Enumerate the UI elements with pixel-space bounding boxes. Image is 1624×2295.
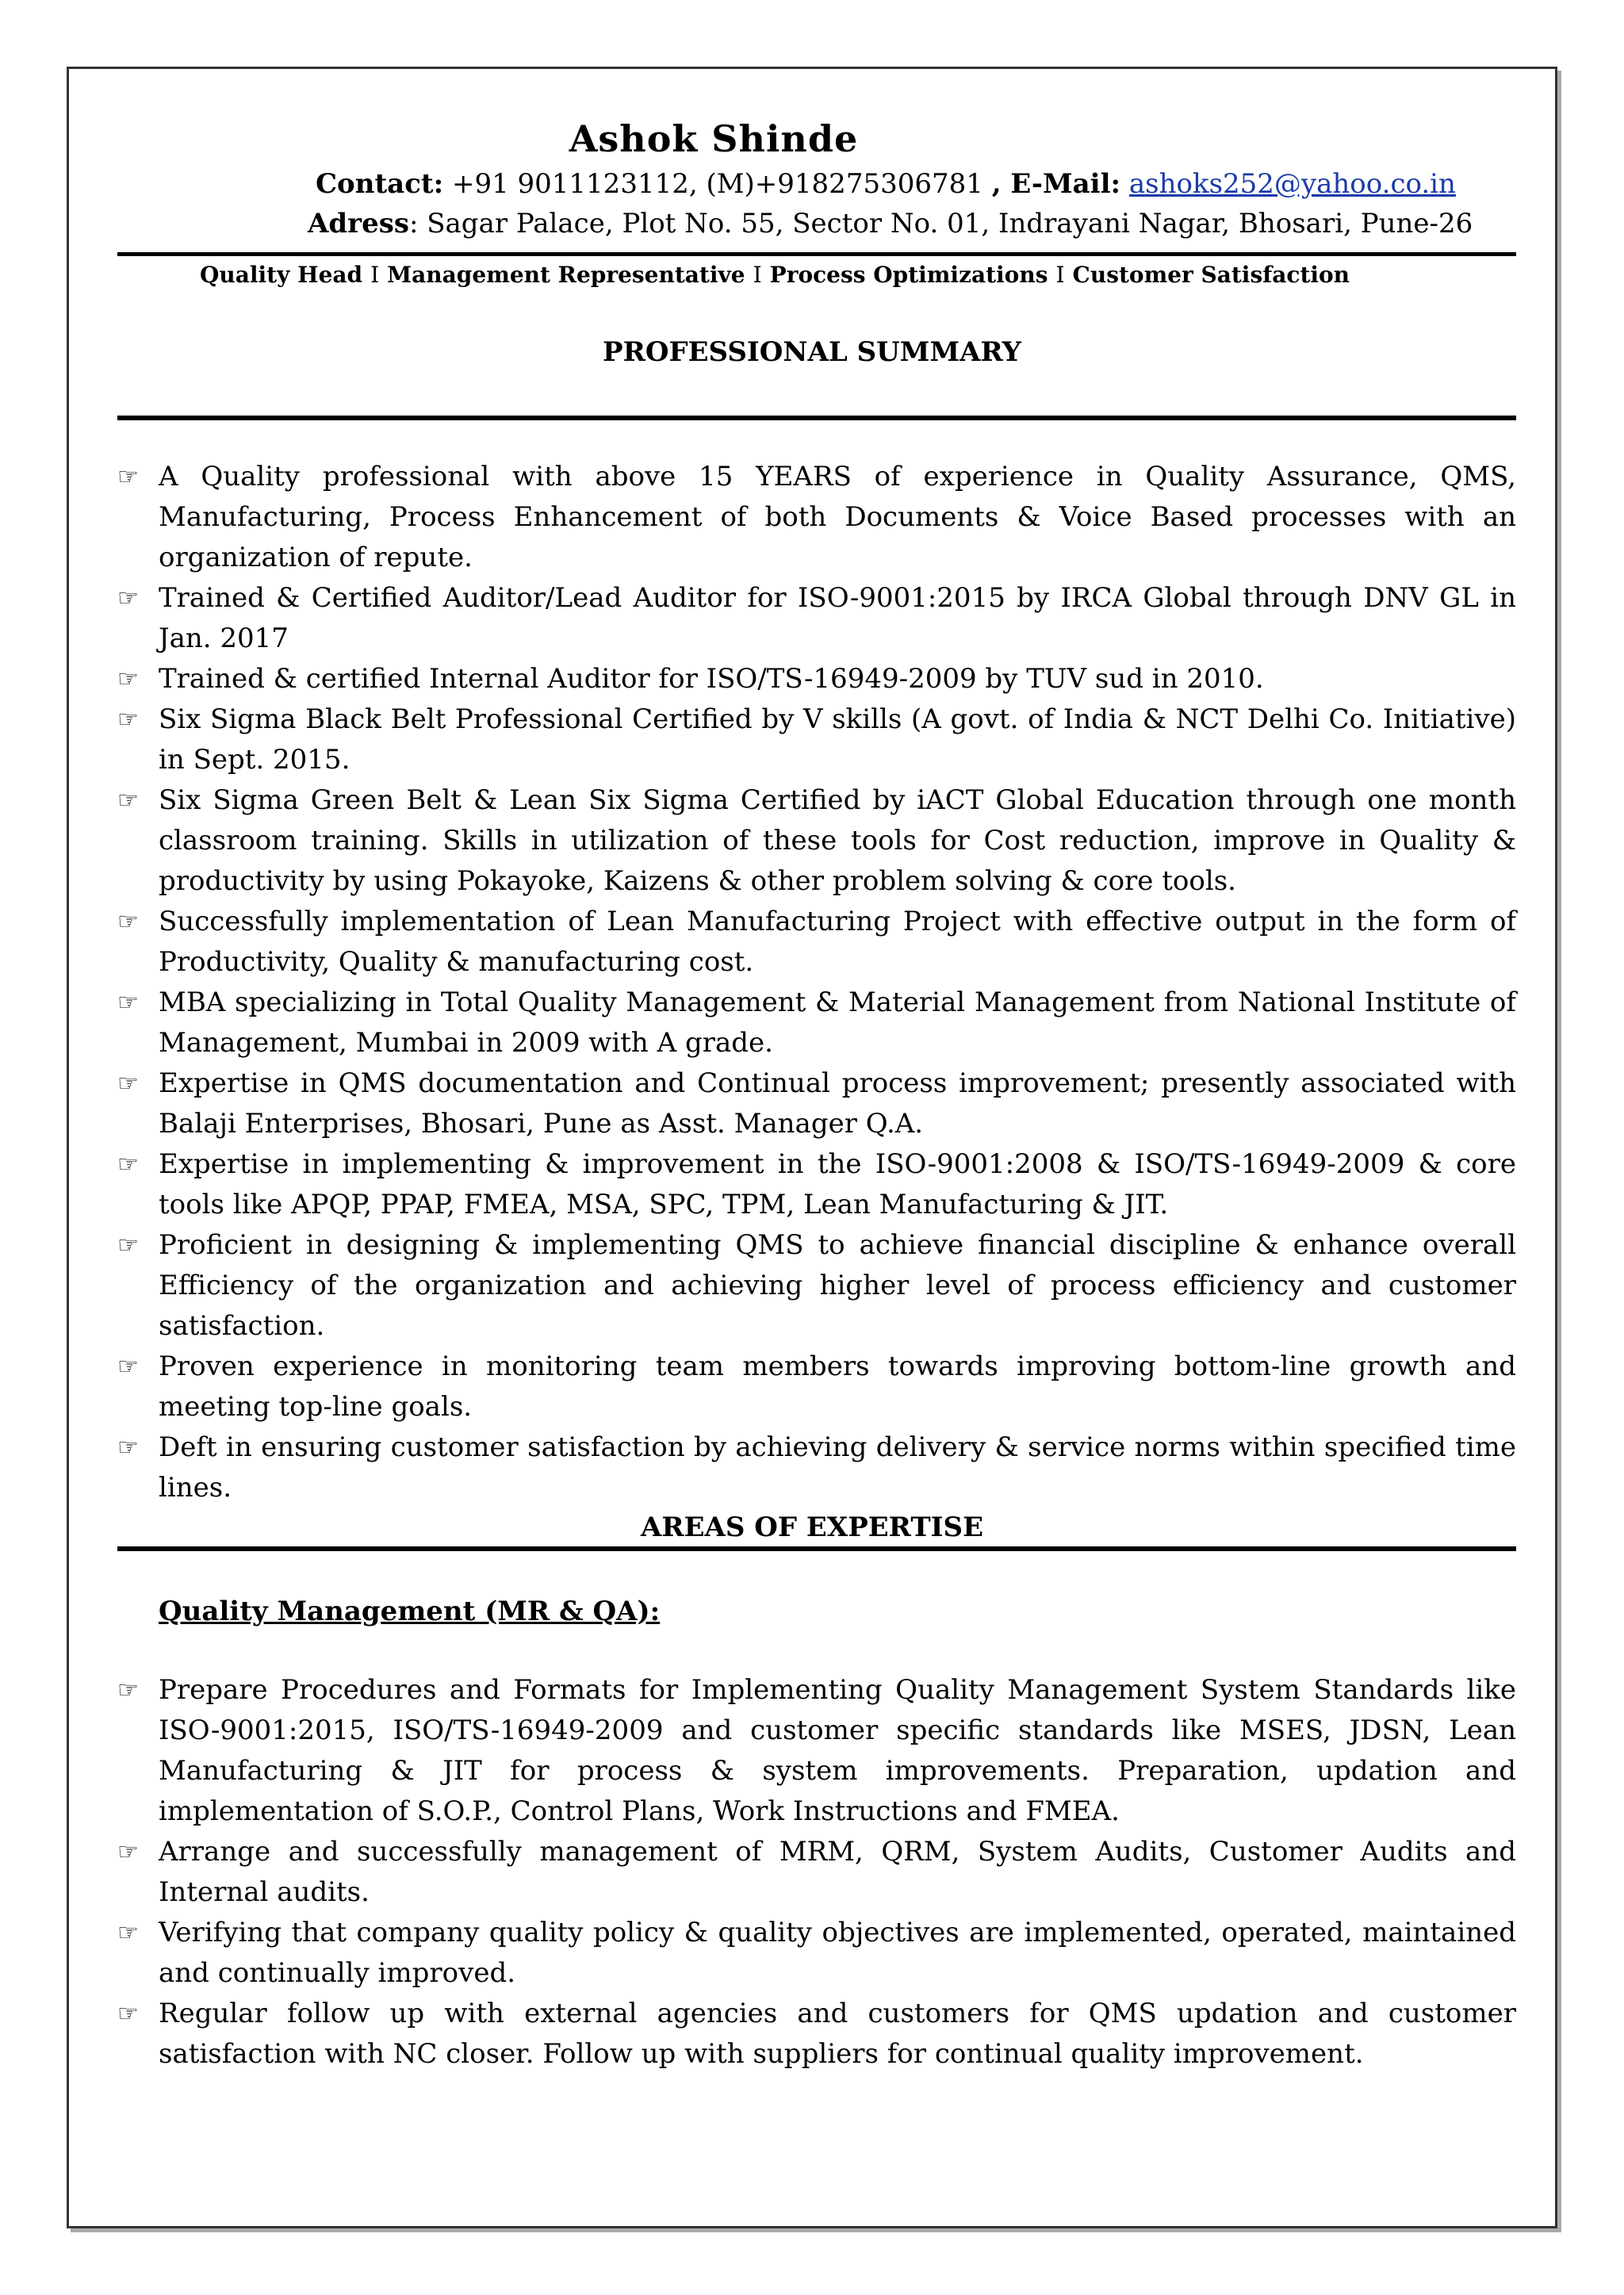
pointing-hand-icon: ☞ [117, 1434, 139, 1462]
pointing-hand-icon: ☞ [117, 463, 139, 491]
bullet-text: Arrange and successfully management of MRM, QRM, System Audits, Customer Audits and Internal audits. [159, 1836, 1516, 1908]
tagline-item: Management Representative [387, 262, 745, 288]
contact-numbers: +91 9011123112, (M)+918275306781 [443, 168, 992, 200]
bullet-text: A Quality professional with above 15 YEARS of experience in Quality Assurance, QMS, Manufacturing, Process Enhancement of both Documents & Voice Based processes with an organization of repute. [159, 461, 1516, 573]
tagline-item: Customer Satisfaction [1072, 262, 1350, 288]
bullet-text: Proven experience in monitoring team members towards improving bottom-line growth and meeting top-line goals. [159, 1351, 1516, 1423]
expertise-list [117, 1670, 1516, 2075]
address-label: Adress [308, 208, 409, 239]
bullet-item [117, 457, 1516, 578]
pointing-hand-icon: ☞ [117, 1676, 139, 1704]
address-text: : Sagar Palace, Plot No. 55, Sector No. 01, Indrayani Nagar, Bhosari, Pune-26 [408, 208, 1473, 239]
bullet-item [117, 1670, 1516, 1832]
bullet-text: MBA specializing in Total Quality Management & Material Management from National Institute of Management, Mumbai in 2009 with A grade. [159, 987, 1516, 1059]
email-link[interactable]: ashoks252@yahoo.co.in [1128, 168, 1456, 200]
pointing-hand-icon: ☞ [117, 584, 139, 612]
pointing-hand-icon: ☞ [117, 706, 139, 734]
pointing-hand-icon: ☞ [117, 2000, 139, 2028]
bullet-text: Expertise in implementing & improvement in the ISO-9001:2008 & ISO/TS-16949-2009 & core tools like APQP, PPAP, FMEA, MSA, SPC, TPM, Lean Manufacturing & JIT. [159, 1148, 1516, 1220]
bullet-item [117, 1225, 1516, 1347]
bullet-text: Verifying that company quality policy & quality objectives are implemented, operated, maintained and continually improved. [159, 1917, 1516, 1989]
professional-summary-title: PROFESSIONAL SUMMARY [603, 336, 1021, 368]
bullet-text: Proficient in designing & implementing QMS to achieve financial discipline & enhance overall Efficiency of the organization and achieving higher level of process efficiency and customer satisfaction. [159, 1229, 1516, 1342]
candidate-name: Ashok Shinde [569, 117, 859, 160]
tagline-separator: I [753, 262, 762, 288]
bullet-item [117, 1347, 1516, 1427]
bullet-text: Expertise in QMS documentation and Continual process improvement; presently associated with Balaji Enterprises, Bhosari, Pune as Asst. Manager Q.A. [159, 1067, 1516, 1140]
summary-list [117, 457, 1516, 1508]
pointing-hand-icon: ☞ [117, 1070, 139, 1098]
bullet-text: Successfully implementation of Lean Manufacturing Project with effective output in the form of Productivity, Quality & manufacturing cost. [159, 906, 1516, 978]
pointing-hand-icon: ☞ [117, 1838, 139, 1866]
pointing-hand-icon: ☞ [117, 1353, 139, 1381]
quality-management-subheading: Quality Management (MR & QA): [159, 1596, 661, 1627]
bullet-text: Trained & Certified Auditor/Lead Auditor for ISO-9001:2015 by IRCA Global through DNV GL in Jan. 2017 [159, 582, 1516, 654]
bullet-text: Deft in ensuring customer satisfaction by achieving delivery & service norms within specified time lines. [159, 1431, 1516, 1504]
header-divider [117, 252, 1516, 256]
taglines [200, 262, 1350, 288]
tagline-separator: I [370, 262, 380, 288]
pointing-hand-icon: ☞ [117, 1919, 139, 1947]
contact-label: Contact: [316, 168, 444, 200]
pointing-hand-icon: ☞ [117, 1151, 139, 1178]
areas-of-expertise-title: AREAS OF EXPERTISE [640, 1511, 984, 1543]
bullet-item [117, 1063, 1516, 1144]
email-label: , E-Mail: [991, 168, 1121, 200]
bullet-text: Prepare Procedures and Formats for Implementing Quality Management System Standards like ISO-9001:2015, ISO/TS-16949-2009 and customer specific standards like MSES, JDSN, Lean Manufacturing & JIT for process & system improvements. Preparation, updation and implementation of S.O.P., Control Plans, Work Instructions and FMEA. [159, 1674, 1516, 1827]
bullet-item [117, 578, 1516, 659]
bullet-text: Regular follow up with external agencies and customers for QMS updation and customer satisfaction with NC closer. Follow up with suppliers for continual quality improvement. [159, 1998, 1516, 2070]
bullet-item [117, 1832, 1516, 1913]
bullet-text: Six Sigma Green Belt & Lean Six Sigma Certified by iACT Global Education through one month classroom training. Skills in utilization of these tools for Cost reduction, improve in Quality & productivity by using Pokayoke, Kaizens & other problem solving & core tools. [159, 784, 1516, 897]
summary-divider [117, 416, 1516, 420]
pointing-hand-icon: ☞ [117, 787, 139, 814]
tagline-separator: I [1055, 262, 1065, 288]
bullet-item [117, 1994, 1516, 2075]
bullet-item [117, 902, 1516, 983]
bullet-item [117, 780, 1516, 902]
bullet-item [117, 1144, 1516, 1225]
bullet-item [117, 983, 1516, 1063]
expertise-divider [117, 1546, 1516, 1551]
contact-line [316, 168, 1456, 200]
bullet-item [117, 699, 1516, 780]
pointing-hand-icon: ☞ [117, 665, 139, 693]
pointing-hand-icon: ☞ [117, 989, 139, 1017]
bullet-item [117, 1913, 1516, 1994]
bullet-item [117, 1427, 1516, 1508]
bullet-text: Six Sigma Black Belt Professional Certified by V skills (A govt. of India & NCT Delhi Co. Initiative) in Sept. 2015. [159, 703, 1516, 776]
bullet-item [117, 659, 1516, 699]
bullet-text: Trained & certified Internal Auditor for ISO/TS-16949-2009 by TUV sud in 2010. [159, 663, 1264, 695]
pointing-hand-icon: ☞ [117, 1232, 139, 1259]
tagline-item: Process Optimizations [769, 262, 1048, 288]
address-line [308, 208, 1473, 239]
pointing-hand-icon: ☞ [117, 908, 139, 936]
tagline-item: Quality Head [200, 262, 363, 288]
